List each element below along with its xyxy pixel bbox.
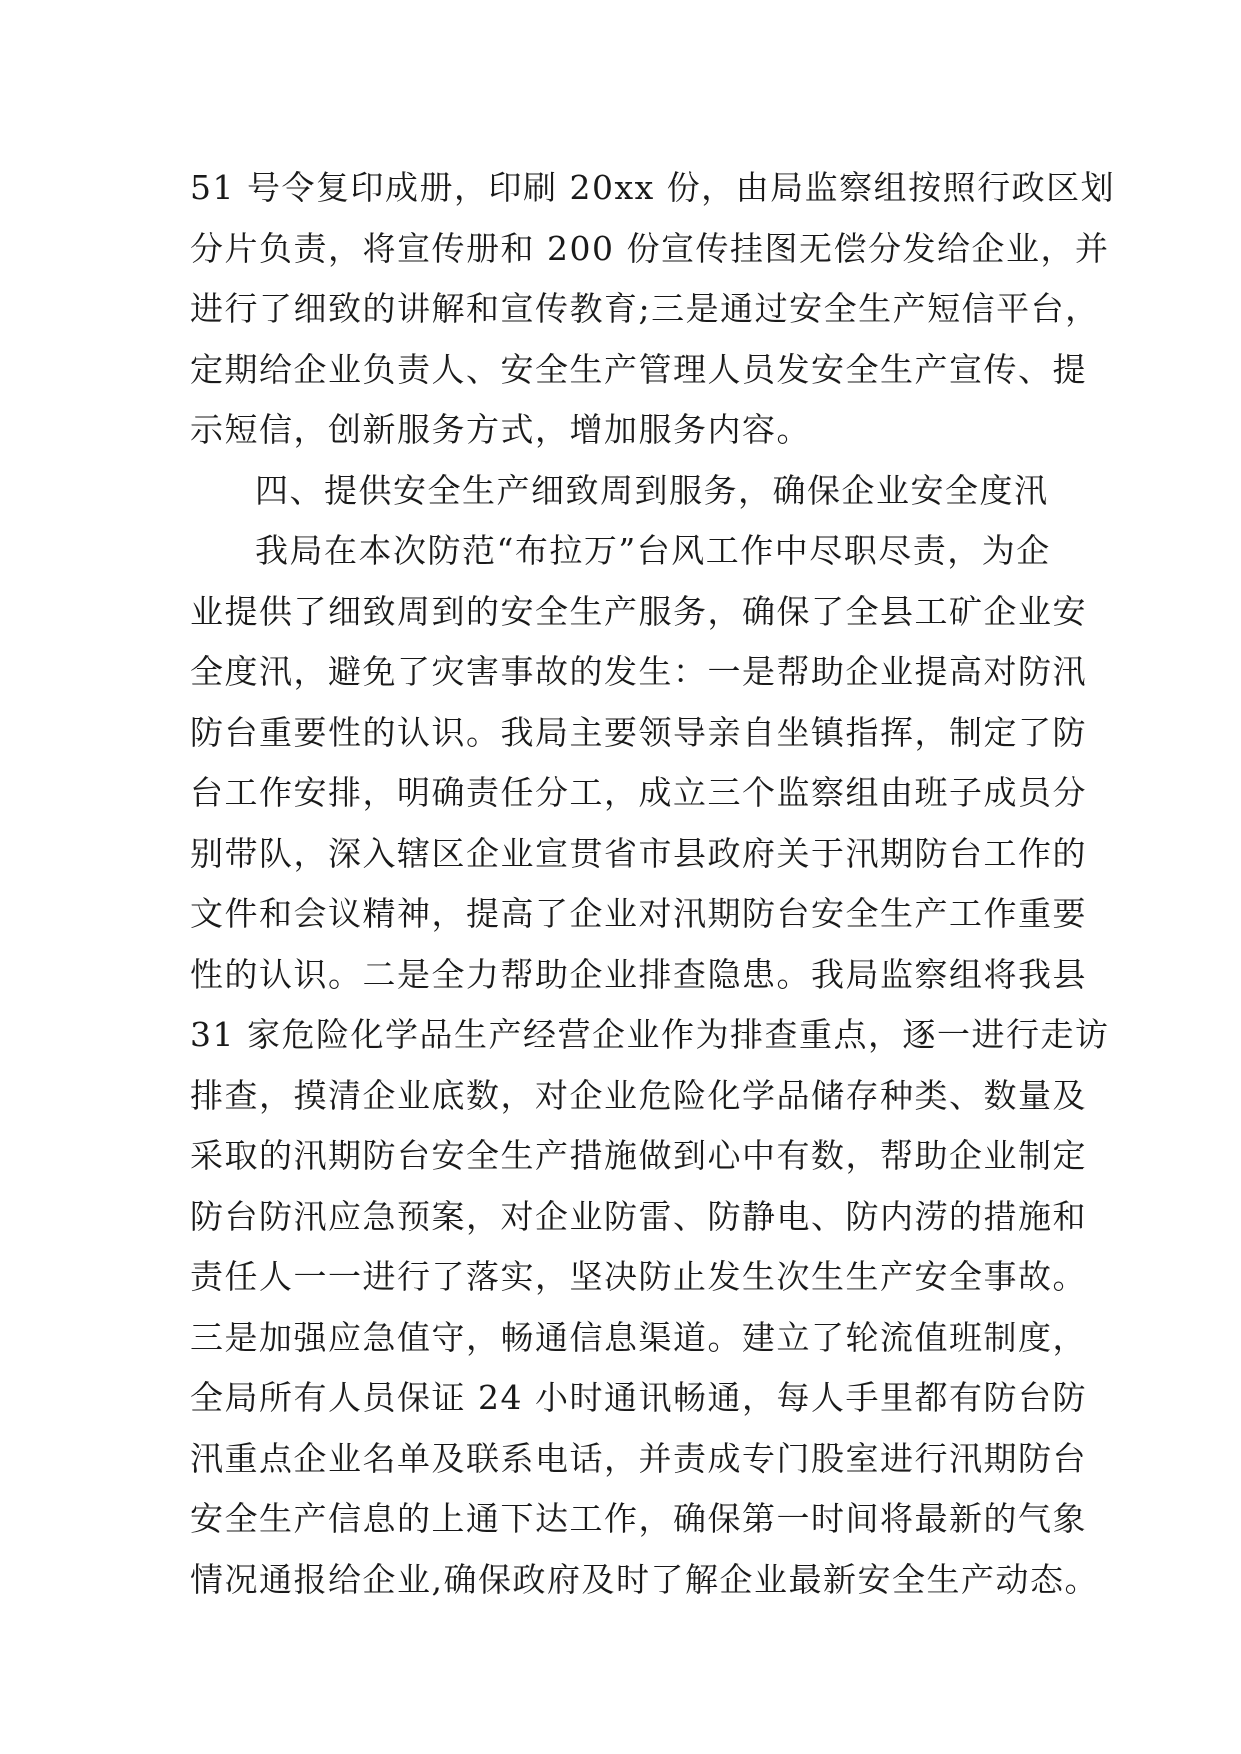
text-line: 我局在本次防范“布拉万”台风工作中尽职尽责，为企: [255, 531, 1051, 570]
text-line: 三是加强应急值守，畅通信息渠道。建立了轮流值班制度，: [190, 1317, 1087, 1357]
text-line: 责任人一一进行了落实，坚决防止发生次生生产安全事故。: [190, 1257, 1087, 1296]
text-line: 分片负责，将宣传册和 200 份宣传挂图无偿分发给企业，并: [190, 228, 1110, 268]
text-line: 采取的汛期防台安全生产措施做到心中有数，帮助企业制定: [190, 1136, 1087, 1175]
text-line: 情况通报给企业,确保政府及时了解企业最新安全生产动态。: [190, 1559, 1099, 1599]
text-line: 进行了细致的讲解和宣传教育;三是通过安全生产短信平台，: [190, 289, 1100, 328]
text-line: 防台重要性的认识。我局主要领导亲自坐镇指挥，制定了防: [190, 712, 1087, 752]
text-line: 全局所有人员保证 24 小时通讯畅通，每人手里都有防台防: [190, 1378, 1087, 1417]
text-line: 文件和会议精神，提高了企业对汛期防台安全生产工作重要: [190, 894, 1087, 933]
text-line: 别带队，深入辖区企业宣贯省市县政府关于汛期防台工作的: [190, 833, 1087, 873]
text-line: 防台防汛应急预案，对企业防雷、防静电、防内涝的措施和: [190, 1196, 1087, 1236]
text-line: 排查，摸清企业底数，对企业危险化学品储存种类、数量及: [190, 1075, 1087, 1115]
text-line: 性的认识。二是全力帮助企业排查隐患。我局监察组将我县: [190, 954, 1087, 994]
text-line: 示短信，创新服务方式，增加服务内容。: [190, 410, 811, 449]
text-line: 安全生产信息的上通下达工作，确保第一时间将最新的气象: [190, 1499, 1087, 1538]
text-line: 业提供了细致周到的安全生产服务，确保了全县工矿企业安: [190, 591, 1087, 631]
section-heading: 四、提供安全生产细致周到服务，确保企业安全度汛: [255, 470, 1049, 510]
body-text: [190, 158, 1116, 1610]
text-line: 51 号令复印成册，印刷 20xx 份，由局监察组按照行政区划: [190, 168, 1116, 207]
text-line: 汛重点企业名单及联系电话，并责成专门股室进行汛期防台: [190, 1438, 1087, 1478]
text-line: 台工作安排，明确责任分工，成立三个监察组由班子成员分: [190, 773, 1087, 812]
text-line: 定期给企业负责人、安全生产管理人员发安全生产宣传、提: [190, 349, 1087, 389]
text-line: 31 家危险化学品生产经营企业作为排查重点，逐一进行走访: [190, 1015, 1110, 1054]
text-line: 全度汛，避免了灾害事故的发生：一是帮助企业提高对防汛: [190, 652, 1087, 691]
